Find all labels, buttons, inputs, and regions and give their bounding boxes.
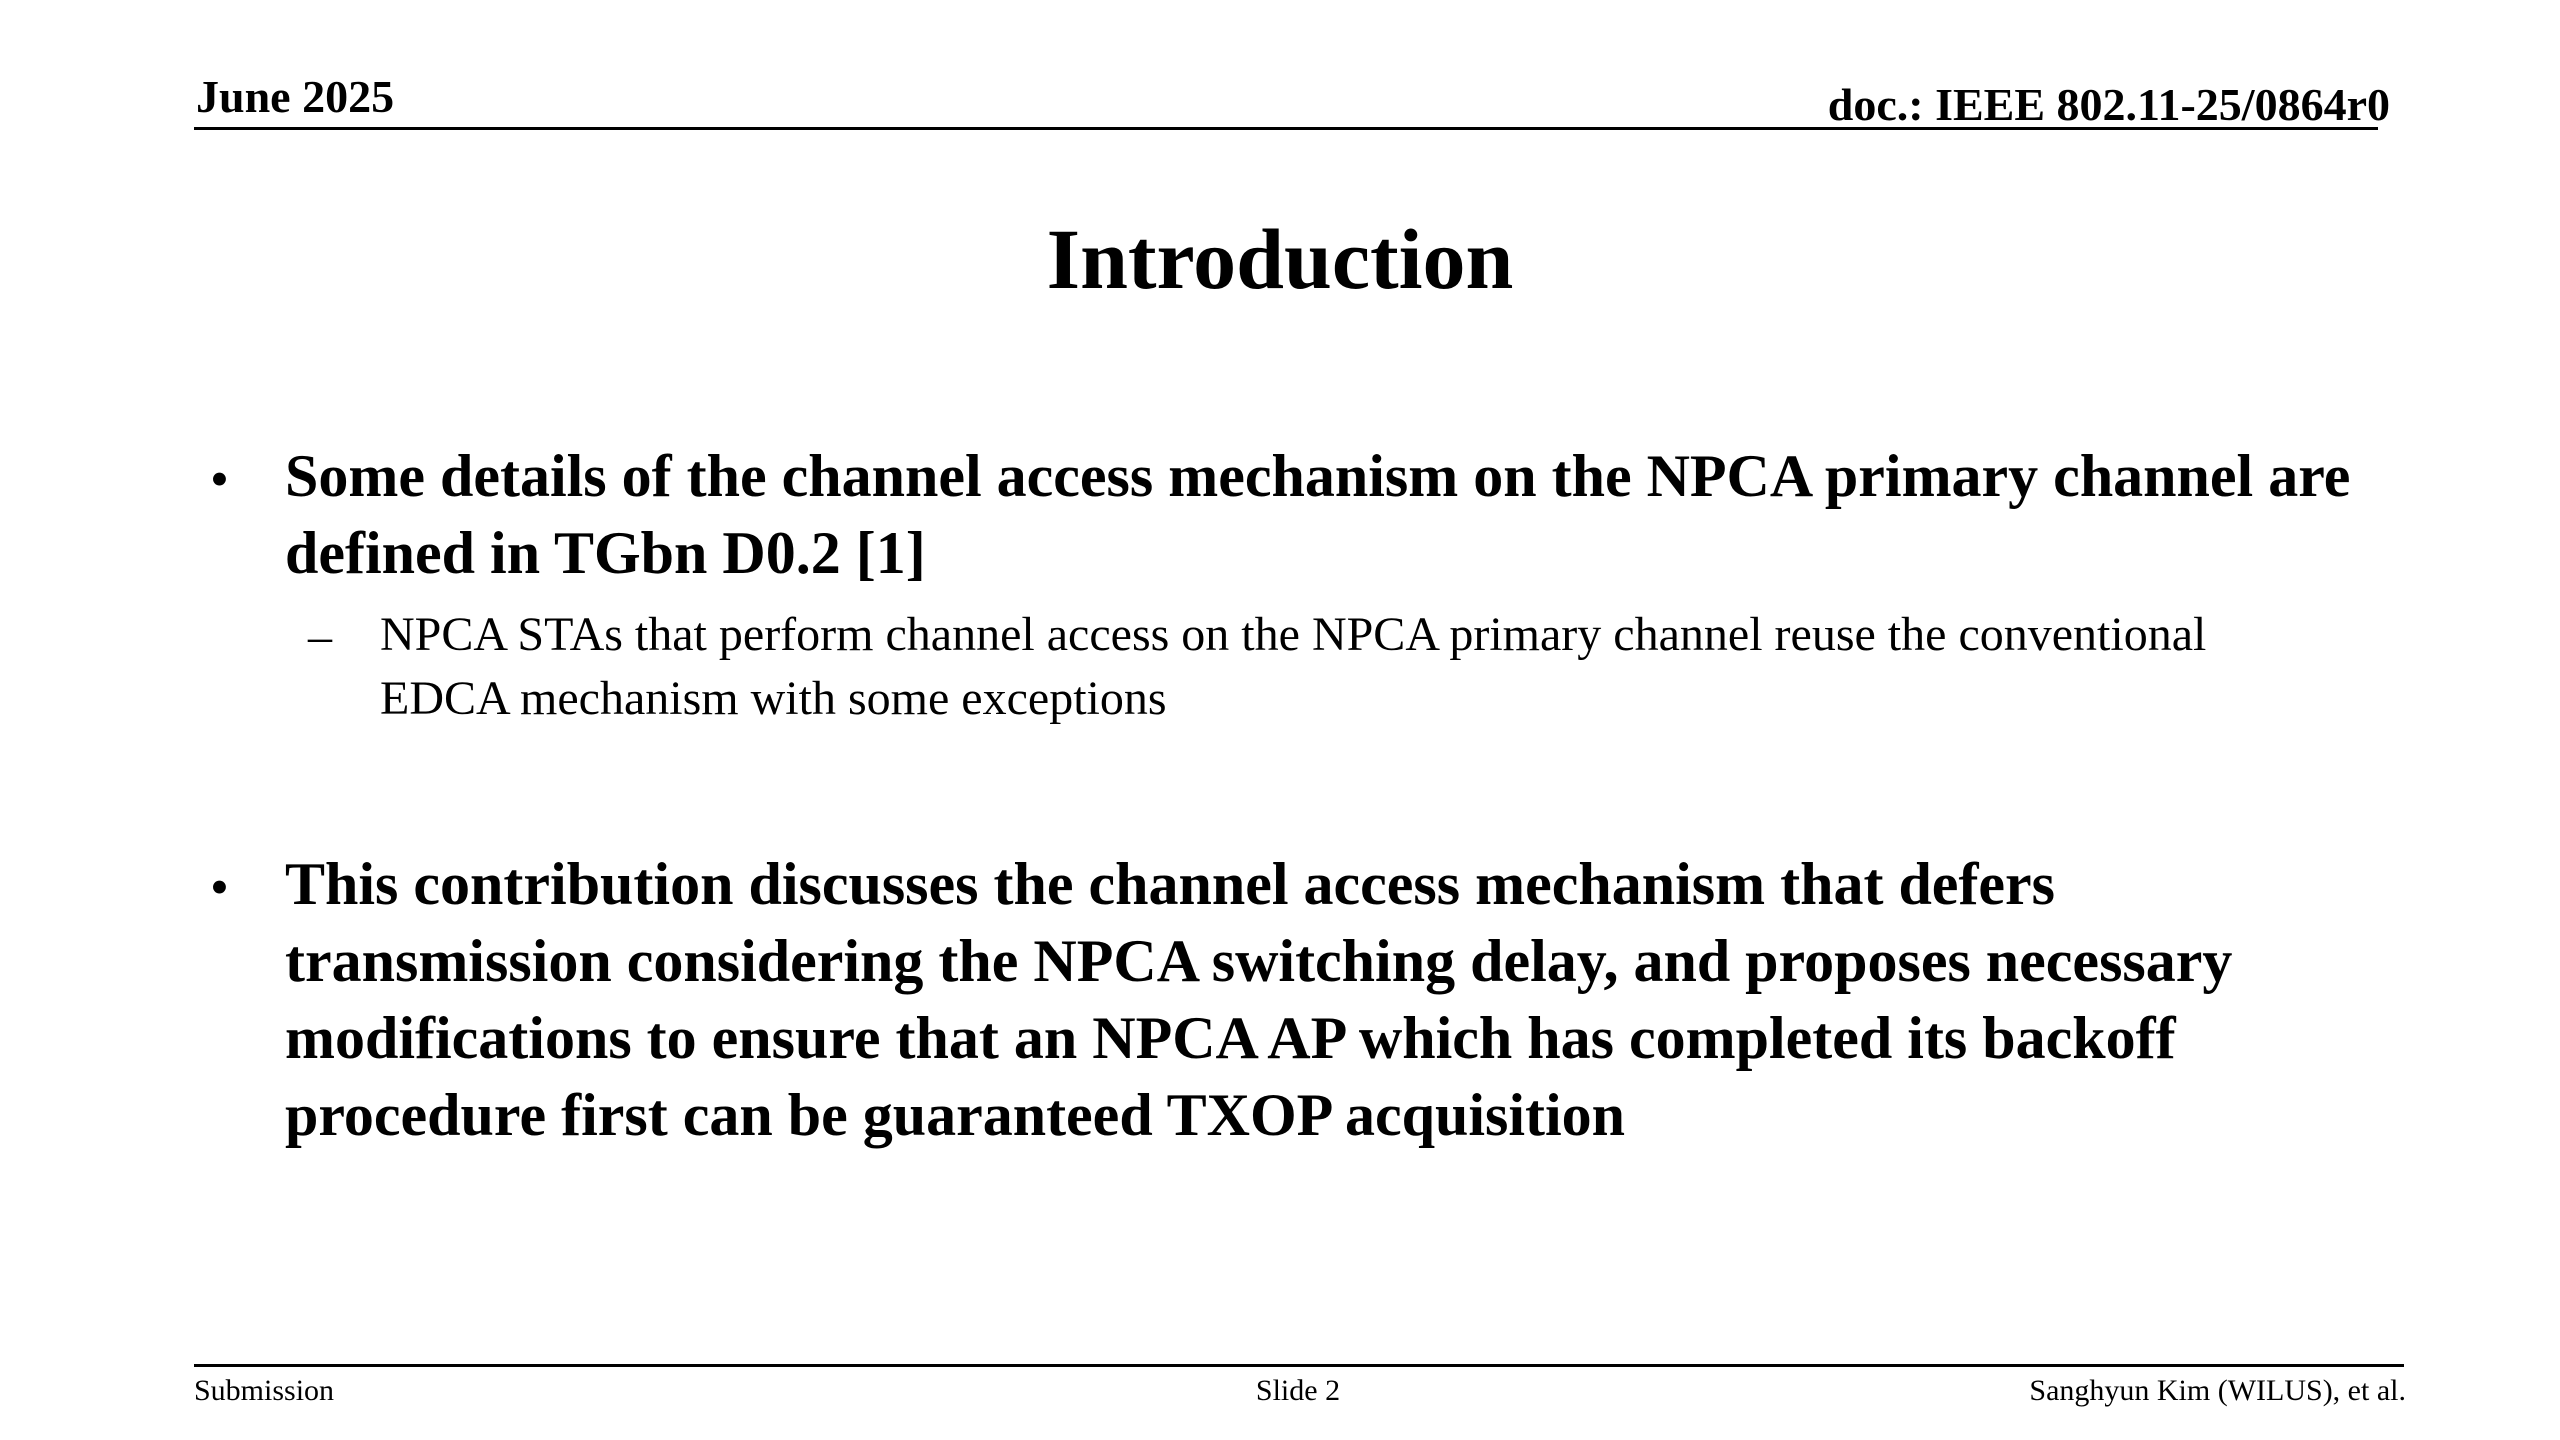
header-divider	[194, 127, 2378, 130]
footer-author: Sanghyun Kim (WILUS), et al.	[2029, 1374, 2406, 1407]
header-doc-id: doc.: IEEE 802.11-25/0864r0	[1827, 79, 2390, 130]
footer-submission: Submission	[194, 1374, 335, 1407]
footer-divider	[194, 1364, 2404, 1367]
header-date: June 2025	[196, 71, 395, 122]
bullet-marker: •	[210, 857, 229, 917]
bullet-text: This contribution discusses the channel access mechanism that defers transmission considering the NPCA switching delay, and proposes necessary modifications to ensure that an NPCA AP which has completed its backoff procedure first can be guaranteed TXOP acquisition	[285, 851, 2233, 1148]
sub-bullet-marker: –	[308, 610, 332, 663]
bullet-text: Some details of the channel access mechanism on the NPCA primary channel are defined in TGbn D0.2 [1]	[285, 443, 2351, 586]
bullet-marker: •	[210, 449, 229, 509]
slide-title: Introduction	[1046, 211, 1514, 307]
footer-slide-number: Slide 2	[1255, 1374, 1341, 1407]
sub-bullet-text: NPCA STAs that perform channel access on the NPCA primary channel reuse the conventional EDCA mechanism with some exceptions	[380, 608, 2207, 725]
